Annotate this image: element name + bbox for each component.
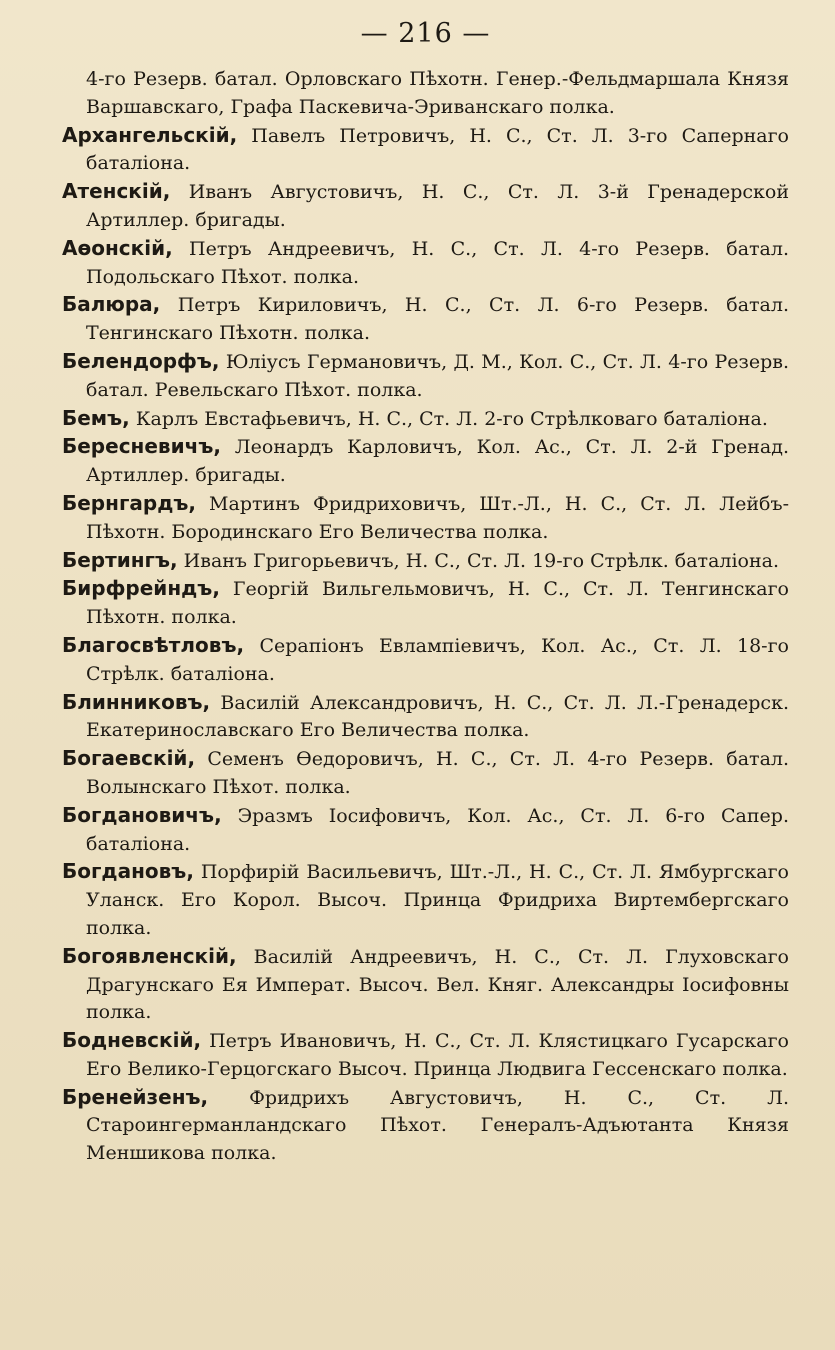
entry-text: Семенъ Ѳедоровичъ, Н. С., Ст. Л. 4-го Резерв. батал. Волынскаго Пѣхот. полка.: [86, 748, 790, 798]
entry-text: Мартинъ Фридриховичъ, Шт.-Л., Н. С., Ст. Л. Лейбъ-Пѣхотн. Бородинскаго Его Величества полка.: [86, 492, 789, 543]
entry-surname: Бемъ,: [62, 405, 130, 430]
list-item: [62, 1084, 789, 1168]
entry-text: Эразмъ Іосифовичъ, Кол. Ас., Ст. Л. 6-го Сапер. баталіона.: [86, 804, 789, 855]
entry-surname: Богоявленскій,: [62, 943, 237, 968]
entry-surname: Бренейзенъ,: [62, 1084, 209, 1109]
entry-text: Иванъ Григорьевичъ, Н. С., Ст. Л. 19-го Стрѣлк. баталіона.: [183, 549, 780, 572]
entry-surname: Бертингъ,: [62, 547, 178, 572]
list-item: [62, 405, 789, 434]
entry-text: Карлъ Евстафьевичъ, Н. С., Ст. Л. 2-го Стрѣлковаго баталіона.: [135, 407, 768, 430]
list-item: [62, 66, 789, 122]
list-item: [62, 122, 789, 179]
entry-surname: Благосвѣтловъ,: [62, 632, 245, 657]
entry-text: Порфирій Васильевичъ, Шт.-Л., Н. С., Ст. Л. Ямбургскаго Уланск. Его Корол. Высоч. Принца Фридриха Виртембергскаго полка.: [86, 861, 789, 939]
list-item: [62, 235, 789, 292]
page-number: — 216 —: [360, 18, 491, 49]
list-item: [62, 802, 789, 859]
entry-text: Василій Андреевичъ, Н. С., Ст. Л. Глуховскаго Драгунскаго Ея Императ. Высоч. Вел. Княг. Александры Іосифовны полка.: [86, 945, 789, 1024]
entry-text: Серапіонъ Евлампіевичъ, Кол. Ас., Ст. Л. 18-го Стрѣлк. баталіона.: [86, 634, 789, 685]
entry-text: Петръ Андреевичъ, Н. С., Ст. Л. 4-го Резерв. батал. Подольскаго Пѣхот. полка.: [86, 237, 789, 288]
entry-text: Леонардъ Карловичъ, Кол. Ас., Ст. Л. 2-й Гренад. Артиллер. бригады.: [86, 436, 789, 487]
list-item: [62, 178, 789, 235]
entry-surname: Балюра,: [62, 292, 161, 317]
entry-surname: Богдановъ,: [62, 859, 194, 884]
list-item: [62, 745, 789, 802]
entry-surname: Бересневичъ,: [62, 434, 221, 459]
entry-list: [62, 66, 789, 1168]
entry-text: Василій Александровичъ, Н. С., Ст. Л. Л.-Гренадерск. Екатеринославскаго Его Величества полка.: [86, 691, 789, 742]
list-item: [62, 858, 789, 942]
entry-surname: Блинниковъ,: [62, 689, 211, 714]
entry-text: Петръ Кириловичъ, Н. С., Ст. Л. 6-го Резерв. батал. Тенгинскаго Пѣхотн. полка.: [86, 294, 789, 345]
list-item: [62, 547, 789, 576]
entry-text: Фридрихъ Августовичъ, Н. С., Ст. Л. Староингерманландскаго Пѣхот. Генералъ-Адъютанта Князя Меншикова полка.: [86, 1086, 789, 1165]
entry-surname: Бирфрейндъ,: [62, 576, 220, 601]
entry-surname: Бернгардъ,: [62, 490, 196, 515]
entry-text: Юліусъ Германовичъ, Д. М., Кол. С., Ст. Л. 4-го Резерв. батал. Ревельскаго Пѣхот. полка.: [86, 350, 790, 401]
entry-surname: Атенскій,: [62, 179, 171, 204]
entry-surname: Белендорфъ,: [62, 348, 220, 373]
entry-text: Петръ Ивановичъ, Н. С., Ст. Л. Клястицкаго Гусарскаго Его Велико-Герцогскаго Высоч. Принца Людвига Гессенскаго полка.: [86, 1030, 789, 1080]
list-item: [62, 291, 789, 348]
entry-text: Павелъ Петровичъ, Н. С., Ст. Л. 3-го Сапернаго баталіона.: [86, 124, 789, 175]
entry-surname: Аѳонскій,: [62, 235, 173, 260]
entry-surname: Богаевскій,: [62, 746, 196, 771]
entry-text: Георгій Вильгельмовичъ, Н. С., Ст. Л. Тенгинскаго Пѣхотн. полка.: [86, 578, 789, 629]
list-item: [62, 348, 789, 405]
list-item: [62, 575, 789, 632]
list-item: [62, 433, 789, 490]
entry-surname: Богдановичъ,: [62, 802, 222, 827]
list-item: [62, 689, 789, 746]
list-item: [62, 1027, 789, 1084]
entry-surname: Бодневскій,: [62, 1028, 202, 1053]
list-item: [62, 943, 789, 1027]
entry-text: 4-го Резерв. батал. Орловскаго Пѣхотн. Генер.-Фельдмаршала Князя Варшавскаго, Графа Паскевича-Эриванскаго полка.: [86, 68, 789, 118]
list-item: [62, 490, 789, 547]
list-item: [62, 632, 789, 689]
entry-text: Иванъ Августовичъ, Н. С., Ст. Л. 3-й Гренадерской Артиллер. бригады.: [86, 181, 789, 231]
entry-surname: Архангельскій,: [62, 122, 238, 147]
